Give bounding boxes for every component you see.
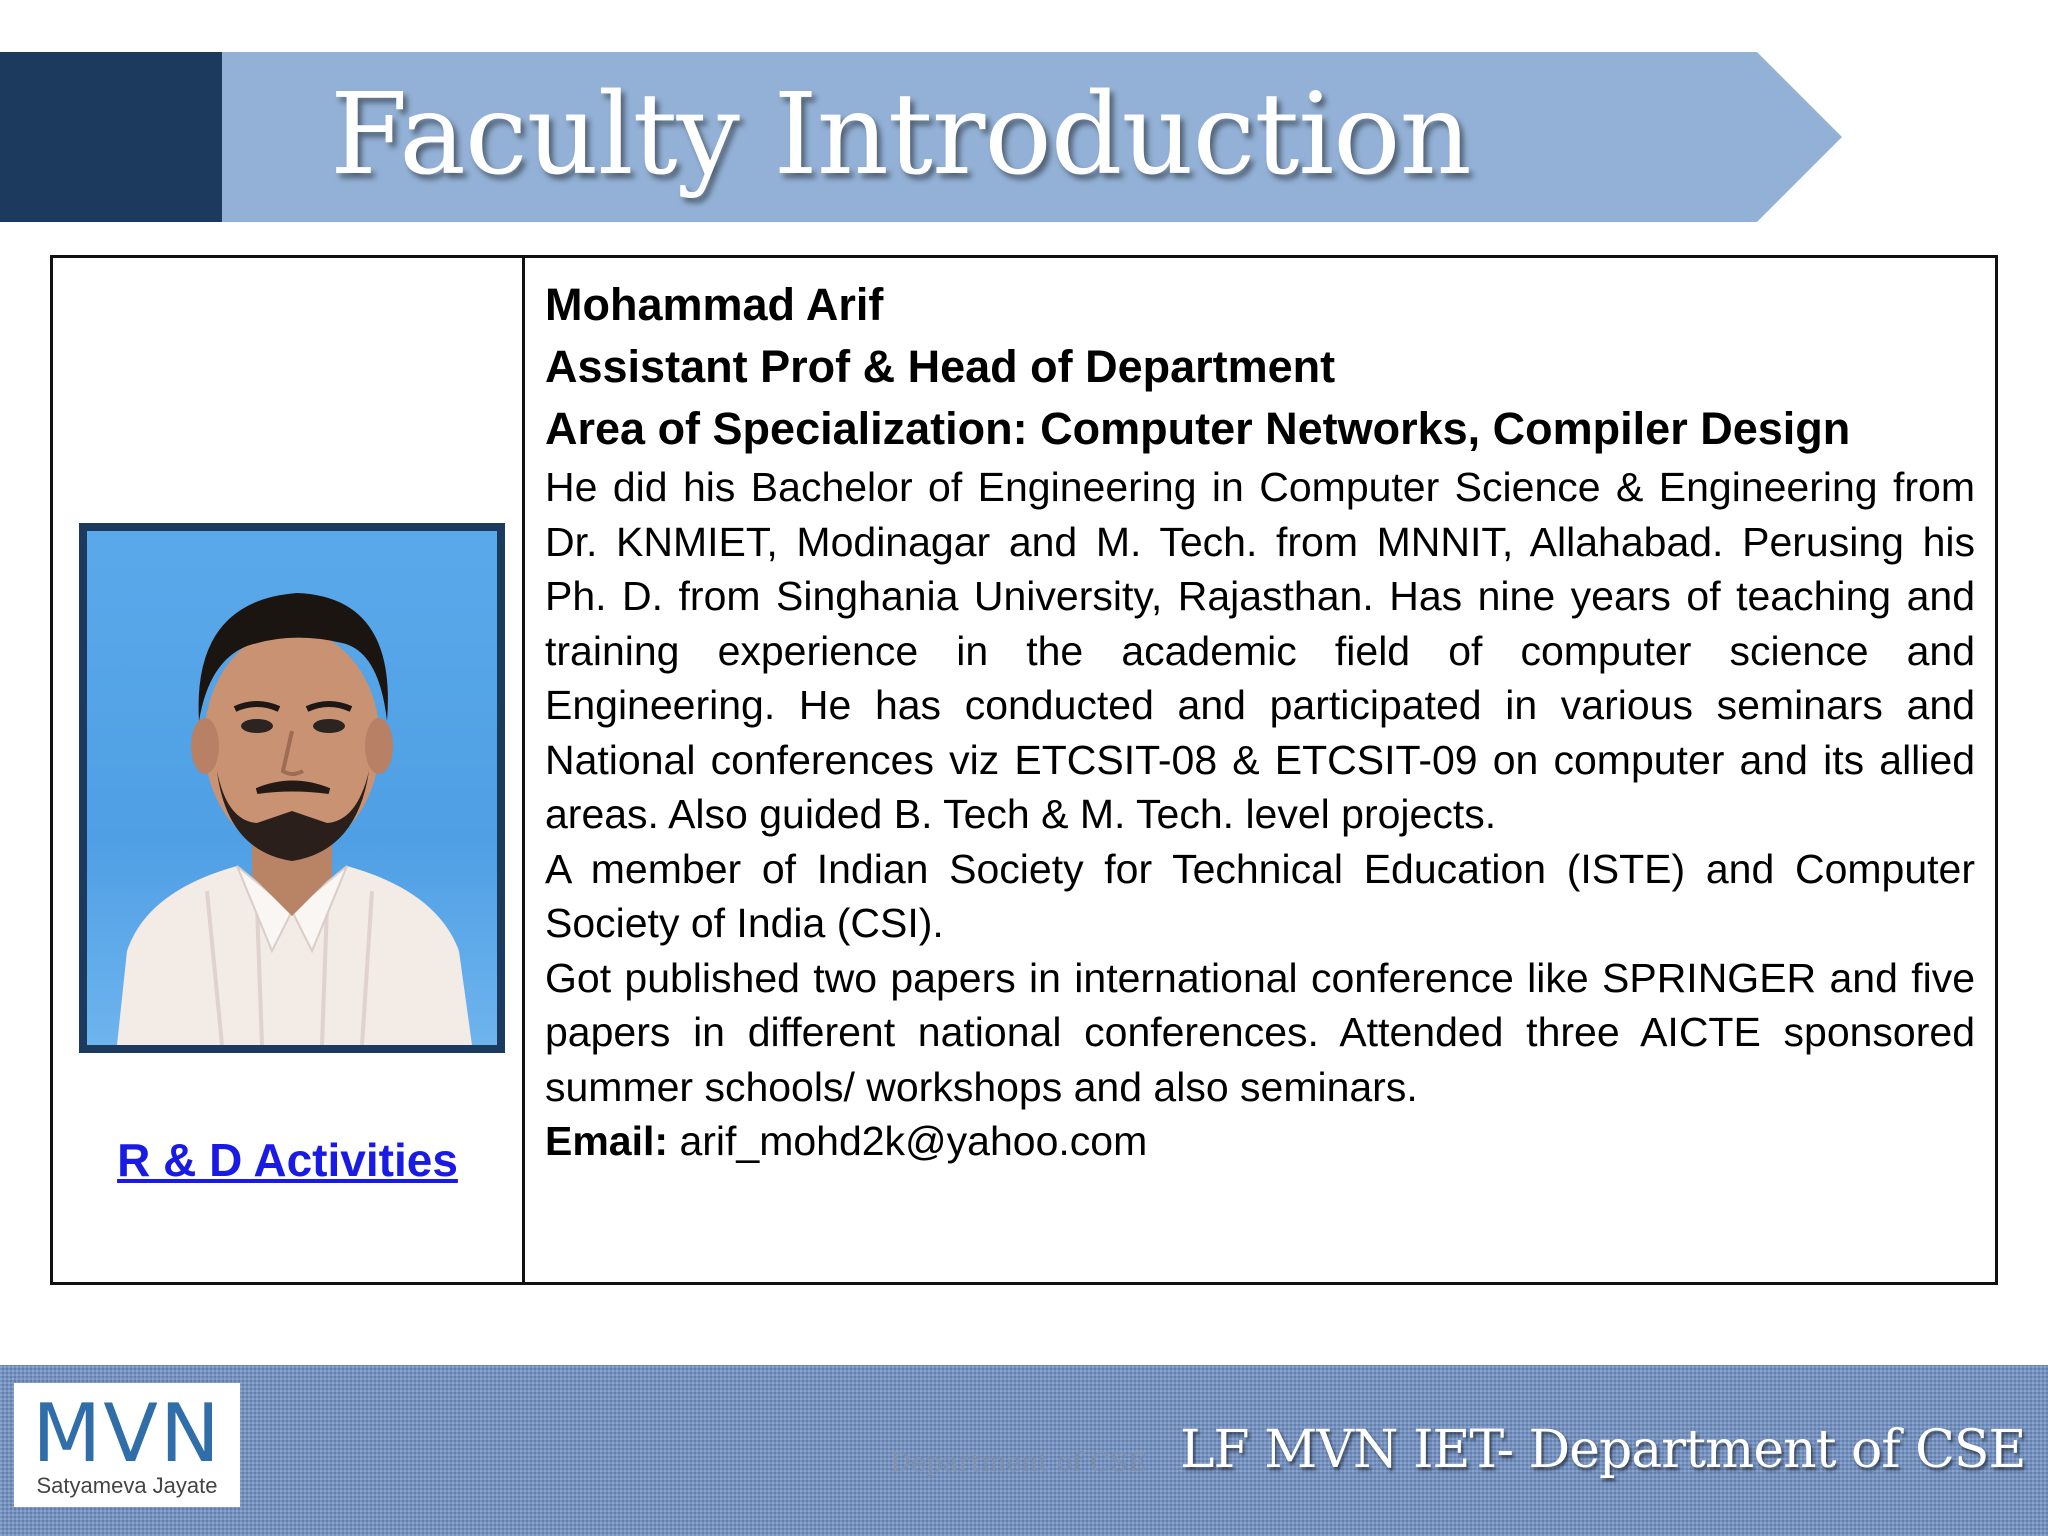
email-label: Email: [545, 1118, 669, 1164]
faculty-specialization: Area of Specialization: Computer Networks, Compiler Design [545, 403, 1851, 454]
institute-logo [14, 1383, 240, 1507]
bio-paragraph: He did his Bachelor of Engineering in Computer Science & Engineering from Dr. KNMIET, Modinagar and M. Tech. from MNNIT, Allahabad. Perusing his Ph. D. from Singhania University, Rajasthan. Has nine years of teaching and training experience in the academic field of computer science and Engineering. He has conducted and participated in various seminars and National conferences viz ETCSIT-08 & ETCSIT-09 on computer and its allied areas. Also guided B. Tech & M. Tech. level projects. [545, 464, 1975, 837]
faculty-designation: Assistant Prof & Head of Department [545, 341, 1336, 392]
profile-left-column [53, 258, 525, 1282]
faculty-profile-table [50, 255, 1998, 1285]
logo-tagline: Satyameva Jayate [36, 1473, 218, 1498]
logo-text: MVN [32, 1387, 222, 1480]
footer-department-title: LF MVN IET- Department of CSE [1180, 1420, 2026, 1480]
membership-paragraph: A member of Indian Society for Technical Education (ISTE) and Computer Society of India (CSI). [545, 845, 1975, 946]
faculty-photo [79, 523, 505, 1053]
page-title: Faculty Introduction [330, 70, 1471, 200]
faculty-name: Mohammad Arif [545, 279, 884, 330]
footer-department-small: Department of CSE [890, 1448, 1147, 1478]
person-portrait-icon [87, 531, 497, 1045]
rd-activities-link[interactable]: R & D Activities [117, 1134, 458, 1186]
header-banner-block [0, 52, 222, 222]
profile-details [525, 258, 1995, 1282]
email-line [545, 1114, 1975, 1169]
email-value: arif_mohd2k@yahoo.com [668, 1118, 1148, 1164]
publications-paragraph: Got published two papers in international conference like SPRINGER and five papers in different national conferences. Attended three AICTE sponsored summer schools/ workshops and also seminars. [545, 954, 1975, 1110]
